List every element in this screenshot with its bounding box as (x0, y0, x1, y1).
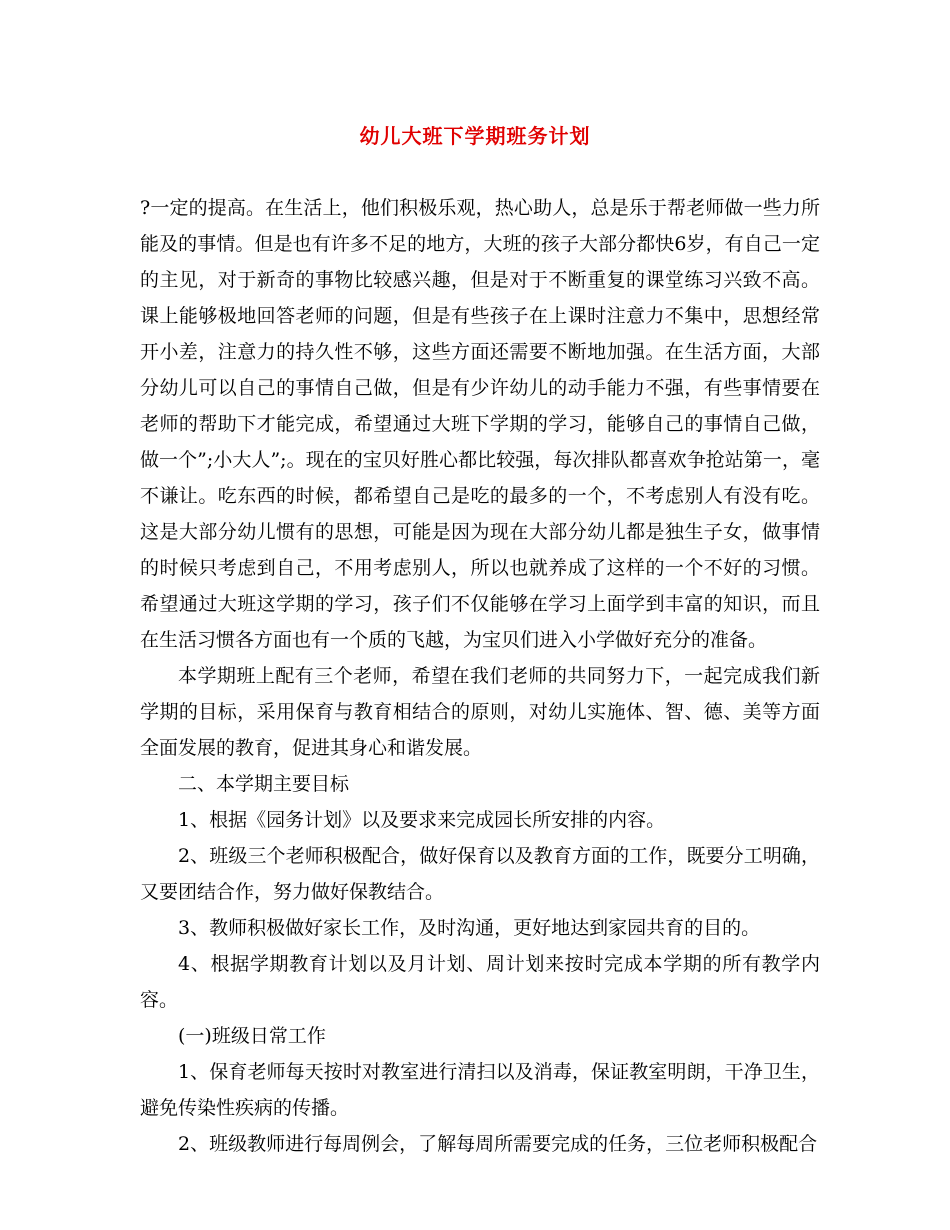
subsection-heading-daily-work: (一)班级日常工作 (178, 1025, 326, 1047)
goal-item-3: 3、教师积极做好家长工作，及时沟通，更好地达到家园共育的目的。 (178, 917, 761, 939)
daily-work-item-1: 1、保育老师每天按时对教室进行清扫以及消毒，保证教室明朗，干净卫生，避免传染性疾病的传播。 (140, 1061, 820, 1119)
goal-item-2: 2、班级三个老师积极配合，做好保育以及教育方面的工作，既要分工明确，又要团结合作，努力做好保教结合。 (140, 845, 820, 903)
paragraph-teachers: 本学期班上配有三个老师，希望在我们老师的共同努力下，一起完成我们新学期的目标，采用保育与教育相结合的原则，对幼儿实施体、智、德、美等方面全面发展的教育，促进其身心和谐发展。 (140, 665, 820, 759)
goal-item-4: 4、根据学期教育计划以及月计划、周计划来按时完成本学期的所有教学内容。 (140, 953, 820, 1011)
section-heading-goals: 二、本学期主要目标 (178, 773, 350, 795)
document-title: 幼儿大班下学期班务计划 (359, 124, 591, 148)
goal-item-1: 1、根据《园务计划》以及要求来完成园长所安排的内容。 (178, 809, 666, 831)
daily-work-item-2: 2、班级教师进行每周例会，了解每周所需要完成的任务，三位老师积极配合 (178, 1133, 818, 1155)
paragraph-intro: ?一定的提高。在生活上，他们积极乐观，热心助人，总是乐于帮老师做一些力所能及的事情。但是也有许多不足的地方，大班的孩子大部分都快6岁，有自己一定的主见，对于新奇的事物比较感兴趣，但是对于不断重复的课堂练习兴致不高。课上能够极地回答老师的问题，但是有些孩子在上课时注意力不集中，思想经常开小差，注意力的持久性不够，这些方面还需要不断地加强。在生活方面，大部分幼儿可以自己的事情自己做，但是有少许幼儿的动手能力不强，有些事情要在老师的帮助下才能完成，希望通过大班下学期的学习，能够自己的事情自己做，做一个”;小大人”;。现在的宝贝好胜心都比较强，每次排队都喜欢争抢站第一，毫不谦让。吃东西的时候，都希望自己是吃的最多的一个，不考虑别人有没有吃。这是大部分幼儿惯有的思想，可能是因为现在大部分幼儿都是独生子女，做事情的时候只考虑到自己，不用考虑别人，所以也就养成了这样的一个不好的习惯。希望通过大班这学期的学习，孩子们不仅能够在学习上面学到丰富的知识，而且在生活习惯各方面也有一个质的飞越，为宝贝们进入小学做好充分的准备。 (140, 197, 820, 651)
document-body (140, 190, 820, 1162)
